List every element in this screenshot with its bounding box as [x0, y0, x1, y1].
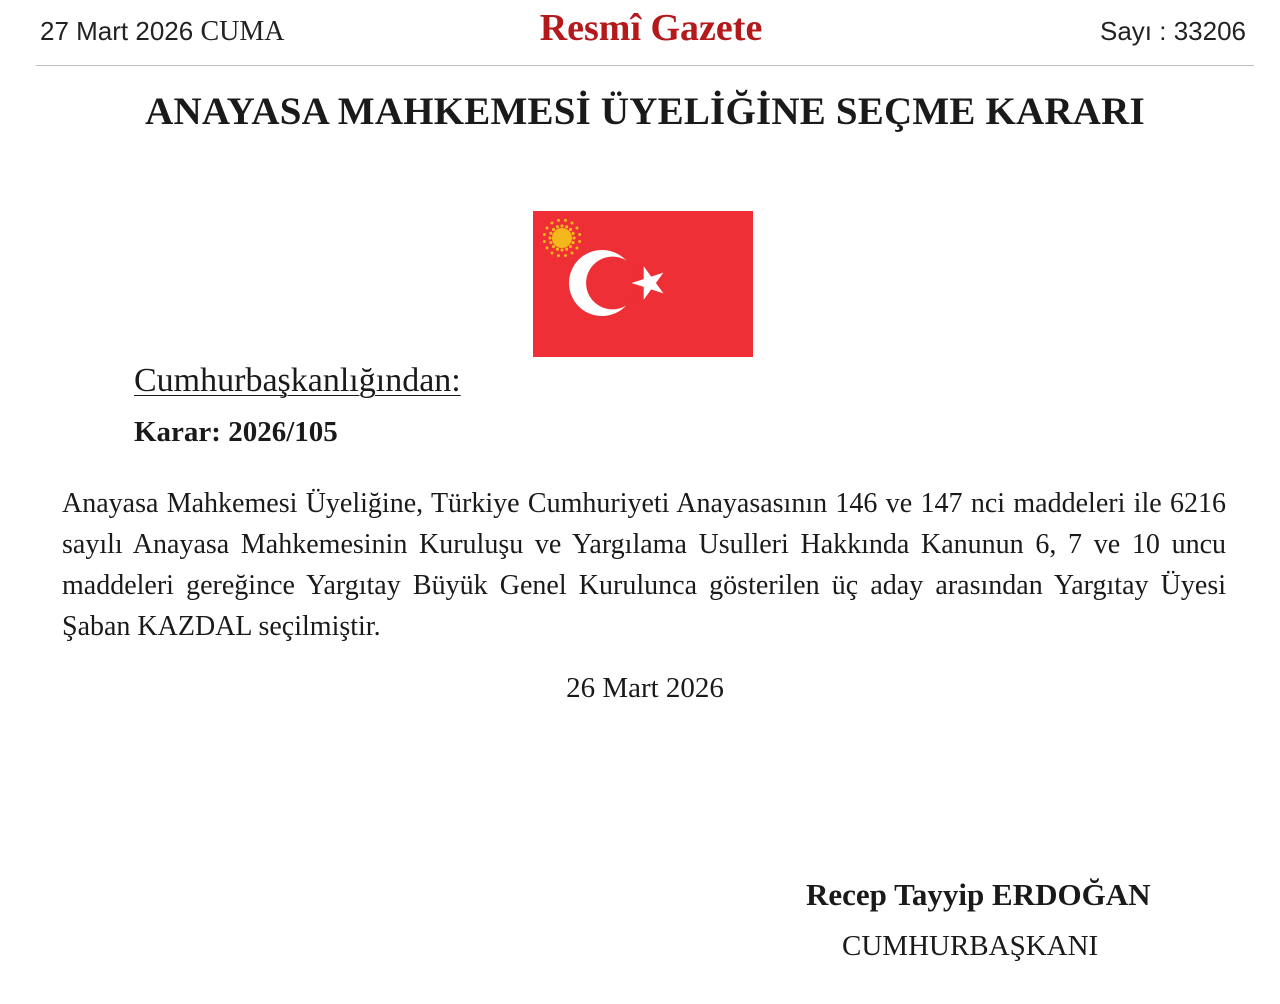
turkish-flag-emblem: [533, 211, 753, 357]
seal-ray: [552, 245, 555, 248]
seal-star: [564, 254, 567, 257]
decision-body: Anayasa Mahkemesi Üyeliğine, Türkiye Cumhuriyeti Anayasasının 146 ve 147 nci maddeleri ile 6216 sayılı Anayasa Mahkemesinin Kuruluşu ve Yargılama Usulleri Hakkında Kanunun 6, 7 ve 10 uncu maddeleri gereğince Yargıtay Büyük Genel Kurulunca gösterilen üç aday arasından Yargıtay Üyesi Şaban KAZDAL seçilmiştir.: [62, 488, 1226, 642]
seal-ray: [552, 228, 555, 231]
seal-star: [575, 247, 578, 250]
seal-ray: [569, 228, 572, 231]
seal-star: [557, 219, 560, 222]
seal-ray: [565, 225, 568, 228]
seal-ray: [571, 241, 574, 244]
seal-ray: [556, 247, 559, 250]
seal-star: [543, 240, 546, 243]
header-divider: [36, 65, 1254, 66]
seal-star: [575, 227, 578, 230]
seal-star: [571, 251, 574, 254]
gazette-issue-number: Sayı : 33206: [1100, 16, 1246, 46]
seal-ray: [569, 245, 572, 248]
seal-star: [551, 251, 554, 254]
seal-star: [543, 233, 546, 236]
gazette-masthead: Resmî Gazete: [539, 7, 763, 49]
seal-ray: [556, 225, 559, 228]
decision-date: 26 Mart 2026: [566, 672, 724, 704]
gazette-date-day: 27 Mart 2026: [40, 16, 194, 46]
signer-title: CUMHURBAŞKANI: [842, 930, 1099, 962]
seal-ray: [565, 247, 568, 250]
seal-star: [578, 233, 581, 236]
seal-star: [546, 227, 549, 230]
document-title: ANAYASA MAHKEMESİ ÜYELİĞİNE SEÇME KARARI: [145, 90, 1145, 133]
seal-star: [557, 254, 560, 257]
seal-star: [551, 222, 554, 225]
crescent-inner: [586, 257, 639, 310]
seal-star: [546, 247, 549, 250]
seal-ray: [572, 236, 575, 239]
seal-star: [578, 240, 581, 243]
seal-star: [571, 222, 574, 225]
seal-star: [564, 219, 567, 222]
seal-ray: [548, 236, 551, 239]
seal-ray: [560, 224, 563, 227]
gazette-weekday: CUMA: [200, 16, 285, 47]
seal-ray: [560, 248, 563, 251]
issuing-authority: Cumhurbaşkanlığından:: [134, 362, 461, 399]
seal-ray: [571, 232, 574, 235]
seal-ray: [549, 232, 552, 235]
signer-name: Recep Tayyip ERDOĞAN: [806, 877, 1151, 912]
seal-ray: [549, 241, 552, 244]
decision-number: Karar: 2026/105: [134, 416, 338, 448]
